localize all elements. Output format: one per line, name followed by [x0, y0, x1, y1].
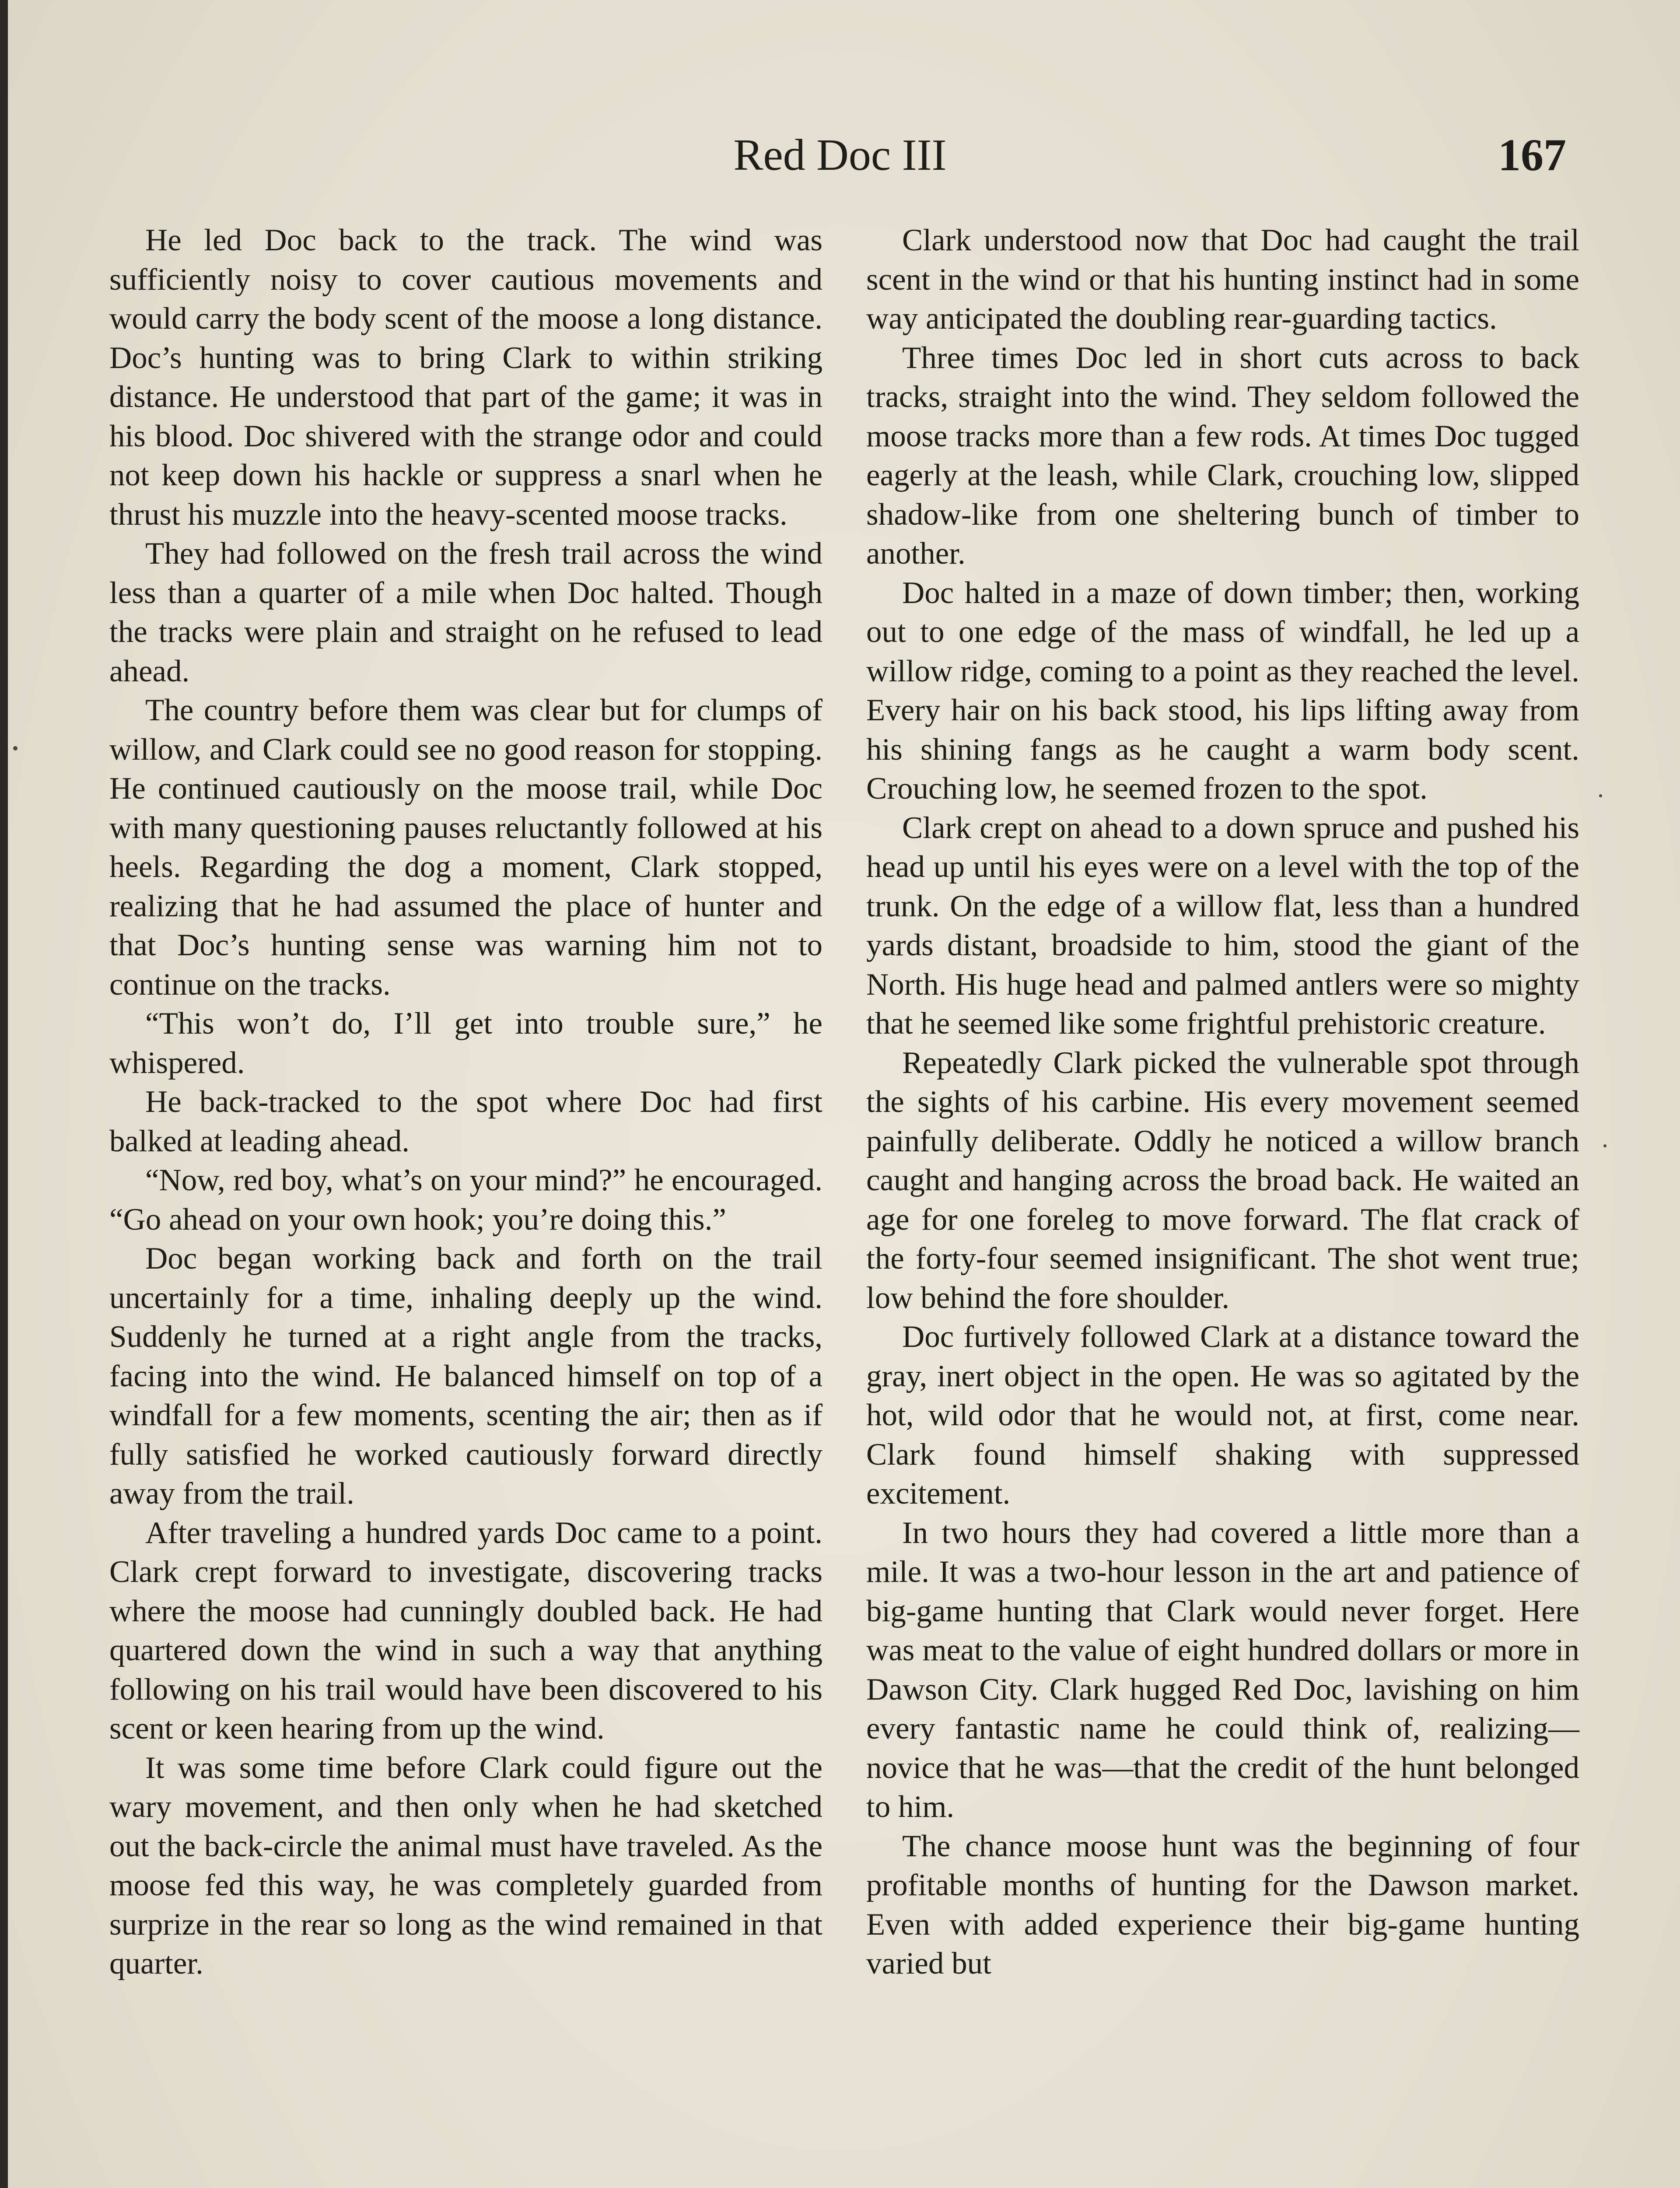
paragraph: Clark crept on ahead to a down spruce and pushed his head up until his eyes were on a level with the top of the trunk. On the edge of a willow flat, less than a hundred yards distant, broadside to him, stood the giant of the North. His huge head and palmed antlers were so mighty that he seemed like some frightful prehistoric creature.: [866, 810, 1579, 1041]
paragraph: Clark understood now that Doc had caught the trail scent in the wind or that his hunting instinct had in some way anticipated the doubling rear-guarding tactics.: [866, 223, 1579, 336]
running-head: Red Doc III: [733, 130, 947, 180]
paragraph: Repeatedly Clark picked the vulnerable spot through the sights of his carbine. His every movement seemed painfully deliberate. Oddly he noticed a willow branch caught and hanging across the broad back. He waited an age for one foreleg to move forward. The flat crack of the forty-four seemed insignificant. The shot went true; low behind the fore shoulder.: [866, 1045, 1579, 1315]
print-speck: [1599, 794, 1602, 797]
page-header: [0, 127, 1680, 193]
print-speck: [1603, 1144, 1606, 1147]
paragraph: After traveling a hundred yards Doc came to a point. Clark crept forward to investigate, discovering tracks where the moose had cunningly doubled back. He had quartered down the wind in such a way that anything following on his trail would have been discovered to his scent or keen hearing from up the wind.: [109, 1515, 822, 1746]
paragraph: They had followed on the fresh trail across the wind less than a quarter of a mile when Doc halted. Though the tracks were plain and straight on he refused to lead ahead.: [109, 536, 822, 688]
print-speck: [13, 746, 18, 750]
paragraph: He led Doc back to the track. The wind was sufficiently noisy to cover cautious movements and would carry the body scent of the moose a long distance. Doc’s hunting was to bring Clark to within striking distance. He understood that part of the game; it was in his blood. Doc shivered with the strange odor and could not keep down his hackle or suppress a snarl when he thrust his muzzle into the heavy-scented moose tracks.: [109, 223, 822, 532]
page-edge-shadow: [0, 0, 8, 2188]
paragraph: He back-tracked to the spot where Doc had first balked at leading ahead.: [109, 1085, 822, 1158]
paragraph: “Now, red boy, what’s on your mind?” he encouraged. “Go ahead on your own hook; you’re doing this.”: [109, 1163, 822, 1237]
paragraph: “This won’t do, I’ll get into trouble sure,” he whispered.: [109, 1006, 822, 1080]
paragraph: The country before them was clear but for clumps of willow, and Clark could see no good reason for stopping. He continued cautiously on the moose trail, while Doc with many questioning pauses reluctantly followed at his heels. Regarding the dog a moment, Clark stopped, realizing that he had assumed the place of hunter and that Doc’s hunting sense was warning him not to continue on the tracks.: [109, 693, 822, 1002]
right-column: [866, 221, 1579, 1984]
paragraph: It was some time before Clark could figure out the wary movement, and then only when he had sketched out the back-circle the animal must have traveled. As the moose fed this way, he was completely guarded from surprize in the rear so long as the wind remained in that quarter.: [109, 1750, 822, 1981]
paragraph: Three times Doc led in short cuts across to back tracks, straight into the wind. They seldom followed the moose tracks more than a few rods. At times Doc tugged eagerly at the leash, while Clark, crouching low, slipped shadow-like from one sheltering bunch of timber to another.: [866, 340, 1579, 571]
paragraph: In two hours they had covered a little more than a mile. It was a two-hour lesson in the art and patience of big-game hunting that Clark would never forget. Here was meat to the value of eight hundred dollars or more in Dawson City. Clark hugged Red Doc, lavishing on him every fantastic name he could think of, realizing—novice that he was—that the credit of the hunt belonged to him.: [866, 1515, 1579, 1824]
left-column: [109, 221, 822, 1984]
paragraph: Doc halted in a maze of down timber; then, working out to one edge of the mass of windfall, he led up a willow ridge, coming to a point as they reached the level. Every hair on his back stood, his lips lifting away from his shining fangs as he caught a warm body scent. Crouching low, he seemed frozen to the spot.: [866, 575, 1579, 806]
page-number: 167: [1498, 130, 1566, 180]
paragraph: Doc began working back and forth on the trail uncertainly for a time, inhaling deeply up the wind. Suddenly he turned at a right angle from the tracks, facing into the wind. He balanced himself on top of a windfall for a few moments, scenting the air; then as if fully satisfied he worked cautiously forward directly away from the trail.: [109, 1241, 822, 1511]
paragraph: Doc furtively followed Clark at a distance toward the gray, inert object in the open. He was so agitated by the hot, wild odor that he would not, at first, come near. Clark found himself shaking with suppressed excitement.: [866, 1320, 1579, 1511]
paragraph: The chance moose hunt was the beginning of four profitable months of hunting for the Dawson market. Even with added experience their big-game hunting varied but: [866, 1829, 1579, 1981]
